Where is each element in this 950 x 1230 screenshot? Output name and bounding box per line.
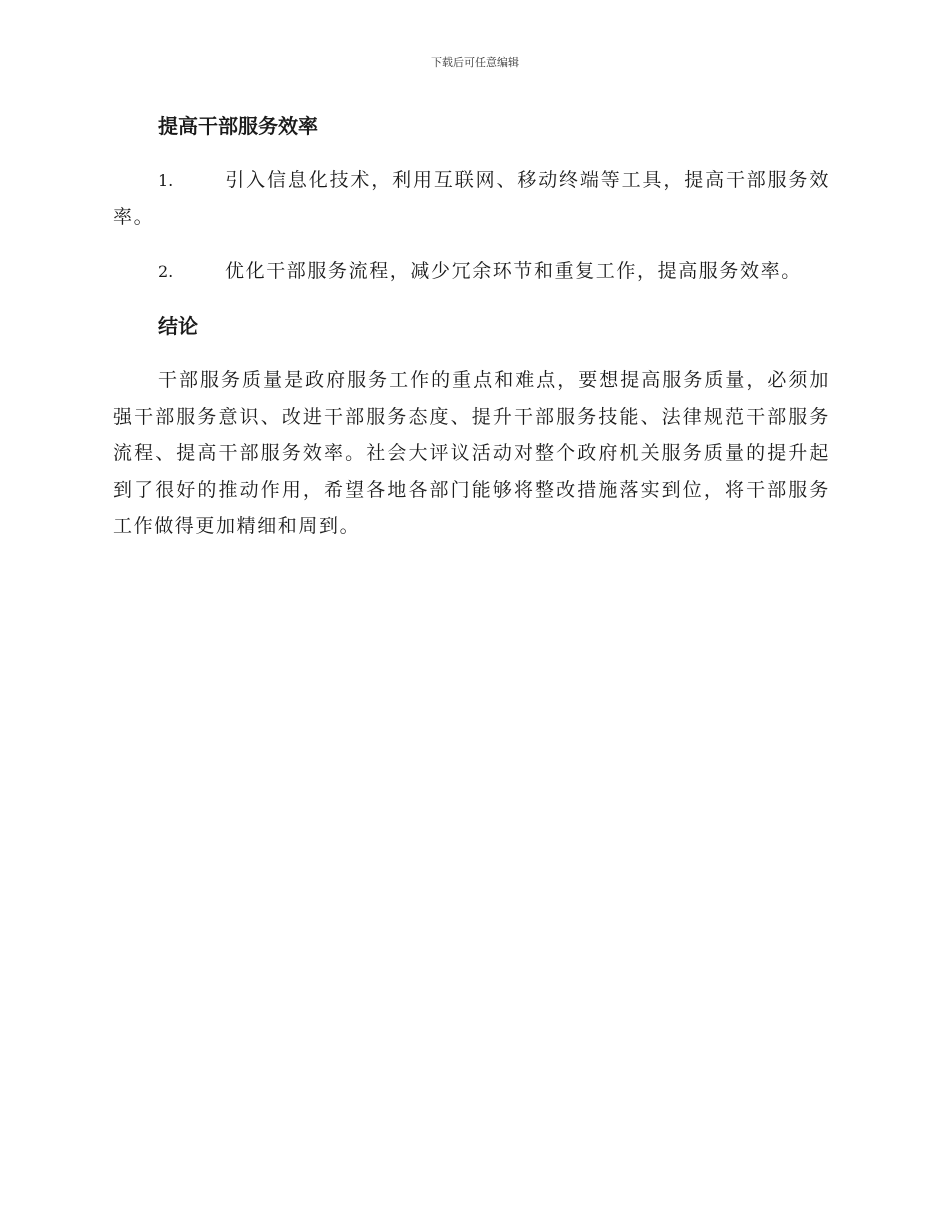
- list-item: [113, 253, 830, 290]
- list-item-text: 引入信息化技术，利用互联网、移动终端等工具，提高干部服务效率。: [113, 169, 830, 228]
- conclusion-paragraph: 干部服务质量是政府服务工作的重点和难点，要想提高服务质量，必须加强干部服务意识、改进干部服务态度、提升干部服务技能、法律规范干部服务流程、提高干部服务效率。社会大评议活动对整个政府机关服务质量的提升起到了很好的推动作用，希望各地各部门能够将整改措施落实到位，将干部服务工作做得更加精细和周到。: [113, 369, 830, 537]
- section-heading-efficiency: 提高干部服务效率: [158, 114, 318, 138]
- list-item: [113, 162, 830, 235]
- header-note: 下载后可任意编辑: [431, 56, 519, 69]
- section-heading-conclusion: 结论: [158, 314, 198, 338]
- list-item-number: 2.: [158, 262, 174, 281]
- list-item-text: 优化干部服务流程，减少冗余环节和重复工作，提高服务效率。: [225, 260, 802, 282]
- document-body: [113, 108, 830, 545]
- list-item-number: 1.: [158, 171, 174, 190]
